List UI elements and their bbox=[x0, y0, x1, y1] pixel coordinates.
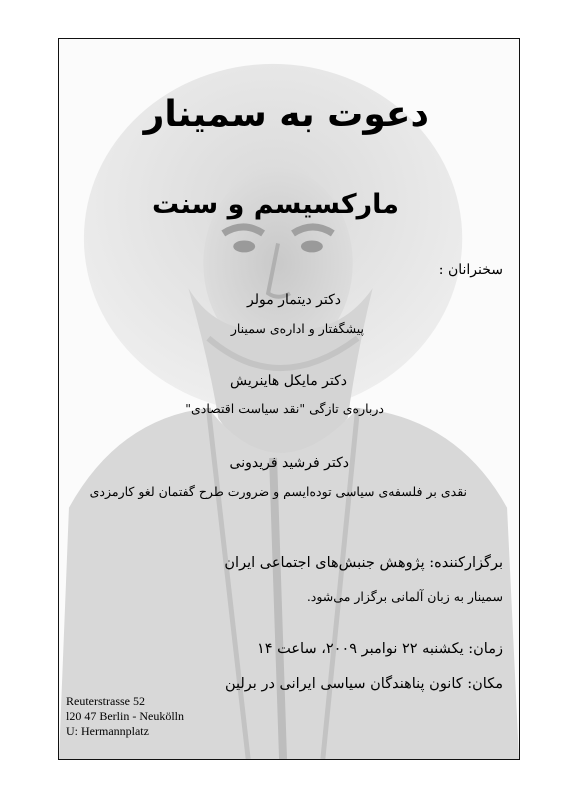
speaker-topic: نقدی بر فلسفه‌ی سیاسی توده‌ایسم و ضرورت طرح گفتمان لغو کارمزدی bbox=[89, 484, 467, 499]
speaker-topic: پیشگفتار و اداره‌ی سمینار bbox=[230, 321, 364, 336]
page-title: دعوت به سمینار bbox=[143, 94, 429, 135]
speaker-name: دکتر مایکل هاینریش bbox=[230, 373, 347, 389]
venue: مکان: کانون پناهندگان سیاسی ایرانی در برلین bbox=[224, 676, 503, 692]
language-note: سمینار به زبان آلمانی برگزار می‌شود. bbox=[306, 589, 503, 604]
speakers-heading: سخنرانان : bbox=[438, 262, 503, 278]
organizer-text: برگزارکننده: پژوهش جنبش‌های اجتماعی ایران bbox=[224, 555, 503, 571]
speaker-name: دکتر فرشید فریدونی bbox=[229, 455, 349, 471]
date-time: زمان: یکشنبه ۲۲ نوامبر ۲۰۰۹، ساعت ۱۴ bbox=[256, 641, 503, 657]
seminar-subtitle: مارکسیسم و سنت bbox=[152, 189, 399, 220]
address-city: l20 47 Berlin - Neukölln bbox=[66, 709, 184, 723]
speaker-topic: درباره‌ی تازگی "نقد سیاست اقتصادی" bbox=[185, 401, 384, 416]
address-street: Reuterstrasse 52 bbox=[66, 694, 145, 708]
address-transit: U: Hermannplatz bbox=[66, 724, 149, 738]
flyer-frame bbox=[58, 38, 520, 760]
speaker-name: دکتر دیتمار مولر bbox=[247, 292, 341, 308]
